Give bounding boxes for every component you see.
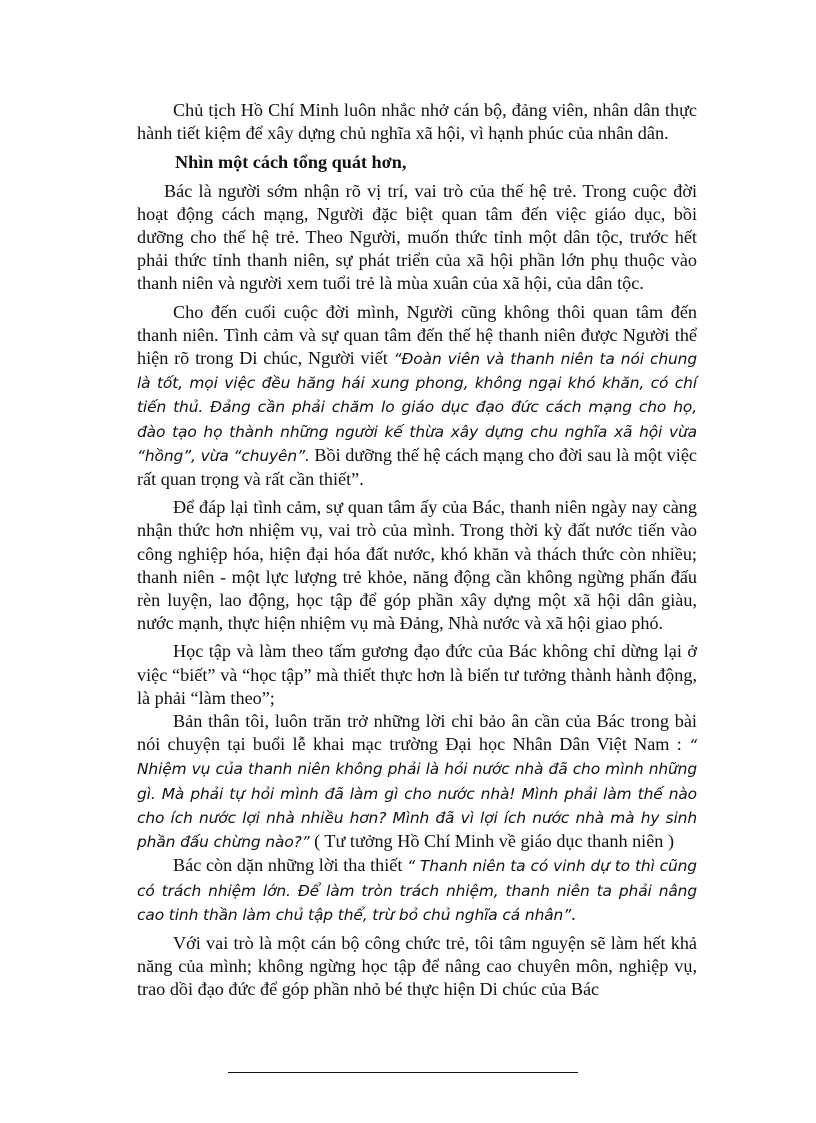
speech-quote: “ Nhiệm vụ của thanh niên không phải là hỏi nước nhà đã cho mình những gì. Mà phải tự hỏi mình đã làm gì cho nước nhà! Mình phải làm thế nào cho ích nước lợi nhà nhiều hơn? Mình đã vì lợi ích nước nhà mà hy sinh phần đấu chừng nào?”	[137, 736, 697, 852]
speech-intro-text: Bản thân tôi, luôn trăn trở những lời chỉ bảo ân cần của Bác trong bài nói chuyện tại buổi lễ khai mạc trường Đại học Nhân Dân Việt Nam :	[137, 711, 697, 755]
footer-divider	[228, 1072, 578, 1073]
paragraph-intro: Chủ tịch Hồ Chí Minh luôn nhắc nhở cán bộ, đảng viên, nhân dân thực hành tiết kiệm để xây dựng chủ nghĩa xã hội, vì hạnh phúc của nhân dân.	[137, 100, 697, 144]
testament-quote: “Đoàn viên và thanh niên ta nói chung là tốt, mọi việc đều hăng hái xung phong, không ngại khó khăn, có chí tiến thủ. Đảng cần phải chăm lo giáo dục đạo đức cách mạng cho họ, đào tạo họ thành những người kế thừa xây dựng chu nghĩa xã hội vừa “hồng”, vừa “chuyên”.	[137, 350, 697, 465]
paragraph-personal-commitment: Với vai trò là một cán bộ công chức trẻ, tôi tâm nguyện sẽ làm hết khả năng của mình; không ngừng học tập để nâng cao chuyên môn, nghiệp vụ, trao dồi đạo đức để góp phần nhỏ bé thực hiện Di chúc của Bác	[137, 932, 697, 1000]
paragraph-university-speech	[137, 710, 697, 854]
testament-closing-text: Bồi dưỡng thế hệ cách mạng cho đời sau là một việc rất quan trọng và rất cần thiết”.	[137, 444, 697, 490]
paragraph-youth-role: Bác là người sớm nhận rõ vị trí, vai trò của thế hệ trẻ. Trong cuộc đời hoạt động cách mạng, Người đặc biệt quan tâm đến việc giáo dục, bồi dưỡng cho thế hệ trẻ. Theo Người, muốn thức tỉnh một dân tộc, trước hết phải thức tỉnh thanh niên, sự phát triển của xã hội phần lớn phụ thuộc vào thanh niên và người xem tuổi trẻ là mùa xuân của xã hội, của dân tộc.	[137, 180, 697, 294]
paragraph-advice	[137, 854, 697, 927]
testament-intro-text: Cho đến cuối cuộc đời mình, Người cũng không thôi quan tâm đến thanh niên. Tình cảm và sự quan tâm đến thế hệ thanh niên được Người thể hiện rõ trong Di chúc, Người viết	[137, 301, 697, 369]
advice-quote: “ Thanh niên ta có vinh dự to thì cũng có trách nhiệm lớn. Để làm tròn trách nhiệm, thanh niên ta phải nâng cao tinh thần làm chủ tập thể, trừ bỏ chủ nghĩa cá nhân”	[137, 857, 697, 924]
paragraph-youth-response: Để đáp lại tình cảm, sự quan tâm ấy của Bác, thanh niên ngày nay càng nhận thức hơn nhiệm vụ, vai trò của mình. Trong thời kỳ đất nước tiến vào công nghiệp hóa, hiện đại hóa đất nước, khó khăn và thách thức còn nhiều; thanh niên - một lực lượng trẻ khỏe, năng động cần không ngừng phấn đấu rèn luyện, lao động, học tập để góp phần xây dựng một xã hội dân giàu, nước mạnh, thực hiện nhiệm vụ mà Đảng, Nhà nước và xã hội giao phó.	[137, 497, 697, 634]
speech-source-citation: ( Tư tưởng Hồ Chí Minh về giáo dục thanh niên )	[309, 831, 675, 852]
document-body	[137, 99, 697, 1002]
advice-end-period: .	[571, 903, 576, 924]
paragraph-learning: Học tập và làm theo tấm gương đạo đức của Bác không chỉ dừng lại ở việc “biết” và “học tập” mà thiết thực hơn là biến tư tưởng thành hành động, là phải “làm theo”;	[137, 641, 697, 708]
advice-intro-text: Bác còn dặn những lời tha thiết	[173, 855, 408, 876]
section-heading: Nhìn một cách tổng quát hơn,	[175, 152, 407, 173]
paragraph-testament	[137, 301, 697, 492]
